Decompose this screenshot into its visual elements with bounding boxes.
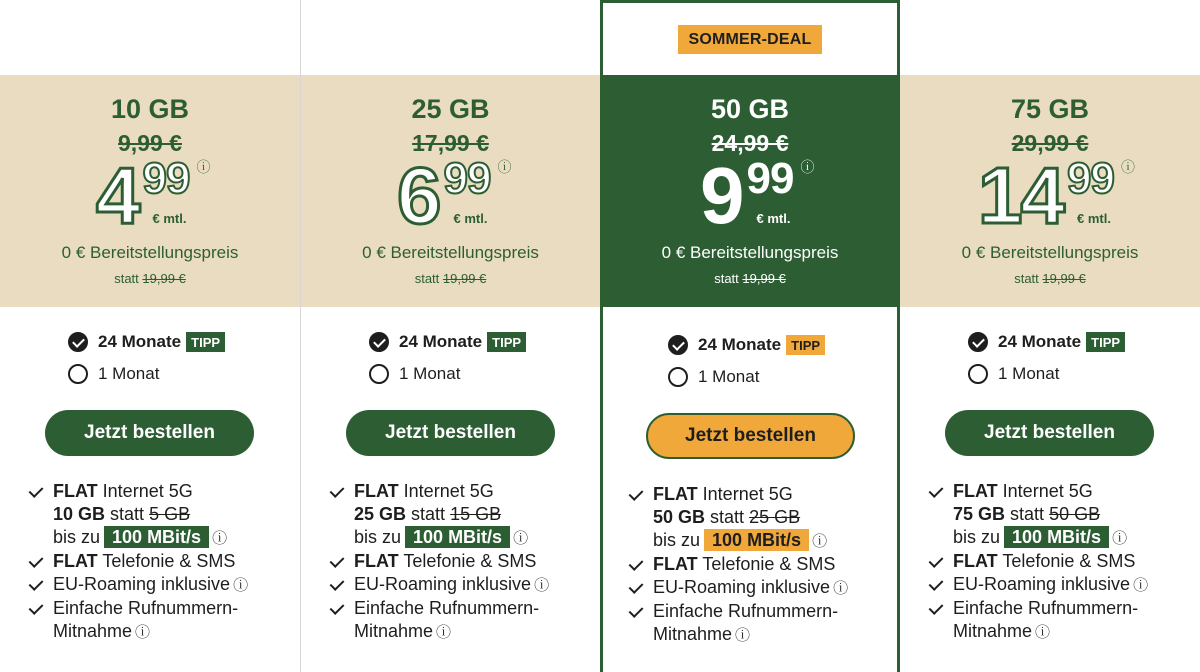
price-info-icon[interactable]: ⓘ [1120, 159, 1135, 175]
radio-checked-icon[interactable] [668, 335, 688, 355]
radio-unchecked-icon[interactable] [668, 367, 688, 387]
current-price [301, 151, 600, 241]
check-icon [28, 597, 46, 620]
old-price: 17,99 € [412, 130, 489, 156]
feature-telephony: FLAT Telefonie & SMS [928, 550, 1193, 573]
radio-checked-icon[interactable] [369, 332, 389, 352]
info-icon[interactable]: ⓘ [436, 624, 452, 641]
feature-number-porting: Einfache Rufnummern- Mitnahme ⓘ [329, 597, 594, 644]
radio-checked-icon[interactable] [68, 332, 88, 352]
price-info-icon[interactable]: ⓘ [497, 159, 512, 175]
feature-roaming: EU-Roaming inklusive ⓘ [928, 573, 1193, 597]
info-icon[interactable]: ⓘ [135, 624, 151, 641]
term-option-1-month[interactable]: 1 Monat [668, 365, 825, 389]
feature-data: 10 GB statt 5 GB [53, 504, 191, 524]
check-icon [28, 480, 46, 503]
check-icon [28, 573, 46, 596]
price-integer: 6 [397, 151, 440, 240]
current-price [600, 151, 900, 241]
order-button[interactable]: Jetzt bestellen [646, 413, 855, 459]
check-icon [928, 480, 946, 503]
setup-fee-original: statt 19,99 € [1014, 271, 1086, 286]
feature-data: 75 GB statt 50 GB [953, 504, 1101, 524]
check-icon [628, 600, 646, 623]
price-box [0, 75, 300, 307]
info-icon[interactable]: ⓘ [812, 533, 828, 550]
price-unit: € mtl. [756, 211, 791, 226]
feature-telephony: FLAT Telefonie & SMS [628, 553, 893, 576]
term-option-1-month[interactable]: 1 Monat [369, 362, 526, 386]
tipp-badge: TIPP [1086, 332, 1125, 352]
contract-term-options [668, 333, 825, 397]
check-icon [928, 597, 946, 620]
feature-internet: FLAT Internet 5G [628, 483, 893, 506]
tipp-badge: TIPP [786, 335, 825, 355]
feature-speed: bis zu 100 MBit/s ⓘ [354, 527, 529, 547]
feature-speed: bis zu 100 MBit/s ⓘ [653, 530, 828, 550]
radio-checked-icon[interactable] [968, 332, 988, 352]
speed-badge: 100 MBit/s [405, 526, 510, 548]
price-box [301, 75, 600, 307]
term-option-1-month[interactable]: 1 Monat [968, 362, 1125, 386]
info-icon[interactable]: ⓘ [1112, 530, 1128, 547]
feature-internet: FLAT Internet 5G [28, 480, 293, 503]
feature-internet: FLAT Internet 5G [329, 480, 594, 503]
price-decimals: 99 [443, 154, 491, 203]
check-icon [329, 550, 347, 573]
info-icon[interactable]: ⓘ [1035, 624, 1051, 641]
info-icon[interactable]: ⓘ [233, 577, 249, 594]
check-icon [928, 573, 946, 596]
price-unit: € mtl. [453, 211, 488, 226]
info-icon[interactable]: ⓘ [735, 627, 751, 644]
feature-roaming: EU-Roaming inklusive ⓘ [329, 573, 594, 597]
info-icon[interactable]: ⓘ [534, 577, 550, 594]
old-price: 29,99 € [1011, 130, 1089, 156]
setup-fee: 0 € Bereitstellungspreis [661, 243, 839, 262]
feature-list [329, 480, 594, 644]
old-price: 9,99 € [118, 130, 182, 156]
feature-telephony: FLAT Telefonie & SMS [28, 550, 293, 573]
plan-75gb [900, 0, 1200, 672]
price-decimals: 99 [142, 154, 190, 203]
plan-data-volume: 10 GB [110, 94, 190, 124]
term-option-24-months[interactable]: 24 Monate TIPP [68, 330, 225, 354]
order-button[interactable]: Jetzt bestellen [346, 410, 555, 456]
feature-roaming: EU-Roaming inklusive ⓘ [628, 576, 893, 600]
radio-unchecked-icon[interactable] [369, 364, 389, 384]
term-option-24-months[interactable]: 24 Monate TIPP [369, 330, 526, 354]
radio-unchecked-icon[interactable] [68, 364, 88, 384]
speed-badge: 100 MBit/s [1004, 526, 1109, 548]
plan-25gb [300, 0, 600, 672]
check-icon [928, 550, 946, 573]
info-icon[interactable]: ⓘ [1133, 577, 1149, 594]
price-integer: 9 [700, 151, 743, 240]
term-option-1-month[interactable]: 1 Monat [68, 362, 225, 386]
check-icon [628, 576, 646, 599]
feature-speed: bis zu 100 MBit/s ⓘ [953, 527, 1128, 547]
feature-speed: bis zu 100 MBit/s ⓘ [53, 527, 228, 547]
term-option-24-months[interactable]: 24 Monate TIPP [968, 330, 1125, 354]
feature-number-porting: Einfache Rufnummern- Mitnahme ⓘ [28, 597, 293, 644]
contract-term-options [968, 330, 1125, 394]
feature-telephony: FLAT Telefonie & SMS [329, 550, 594, 573]
check-icon [628, 553, 646, 576]
contract-term-options [369, 330, 526, 394]
tipp-badge: TIPP [487, 332, 526, 352]
feature-list [928, 480, 1193, 644]
setup-fee-original: statt 19,99 € [114, 271, 186, 286]
speed-badge: 100 MBit/s [104, 526, 209, 548]
feature-roaming: EU-Roaming inklusive ⓘ [28, 573, 293, 597]
sommer-deal-badge: SOMMER-DEAL [678, 25, 821, 54]
plan-data-volume: 75 GB [1010, 94, 1090, 124]
contract-term-options [68, 330, 225, 394]
price-decimals: 99 [746, 154, 794, 203]
current-price [900, 151, 1200, 241]
price-integer: 4 [96, 151, 139, 240]
check-icon [329, 480, 347, 503]
check-icon [28, 550, 46, 573]
setup-fee: 0 € Bereitstellungspreis [61, 243, 239, 262]
order-button[interactable]: Jetzt bestellen [945, 410, 1154, 456]
plan-10gb [0, 0, 300, 672]
setup-fee: 0 € Bereitstellungspreis [961, 243, 1139, 262]
feature-number-porting: Einfache Rufnummern- Mitnahme ⓘ [928, 597, 1193, 644]
feature-internet: FLAT Internet 5G [928, 480, 1193, 503]
feature-data: 50 GB statt 25 GB [653, 507, 801, 527]
price-integer: 14 [978, 151, 1063, 240]
plan-data-volume: 50 GB [710, 94, 790, 124]
price-unit: € mtl. [152, 211, 187, 226]
speed-badge: 100 MBit/s [704, 529, 809, 551]
check-icon [329, 597, 347, 620]
price-box [600, 75, 900, 307]
term-option-24-months[interactable]: 24 Monate TIPP [668, 333, 825, 357]
current-price [0, 151, 300, 241]
info-icon[interactable]: ⓘ [513, 530, 529, 547]
price-box [900, 75, 1200, 307]
price-info-icon[interactable]: ⓘ [800, 159, 815, 175]
order-button[interactable]: Jetzt bestellen [45, 410, 254, 456]
setup-fee-original: statt 19,99 € [414, 271, 487, 286]
feature-number-porting: Einfache Rufnummern- Mitnahme ⓘ [628, 600, 893, 647]
price-info-icon[interactable]: ⓘ [196, 159, 211, 175]
check-icon [329, 573, 347, 596]
price-unit: € mtl. [1076, 211, 1111, 226]
setup-fee: 0 € Bereitstellungspreis [362, 243, 539, 262]
radio-unchecked-icon[interactable] [968, 364, 988, 384]
check-icon [628, 483, 646, 506]
tipp-badge: TIPP [186, 332, 225, 352]
info-icon[interactable]: ⓘ [833, 580, 849, 597]
plan-data-volume: 25 GB [411, 94, 490, 124]
feature-list [628, 483, 893, 647]
setup-fee-original: statt 19,99 € [714, 271, 786, 286]
plan-50gb-featured [600, 0, 900, 672]
info-icon[interactable]: ⓘ [212, 530, 228, 547]
old-price: 24,99 € [711, 130, 789, 156]
feature-data: 25 GB statt 15 GB [354, 504, 502, 524]
feature-list [28, 480, 293, 644]
price-decimals: 99 [1066, 154, 1114, 203]
